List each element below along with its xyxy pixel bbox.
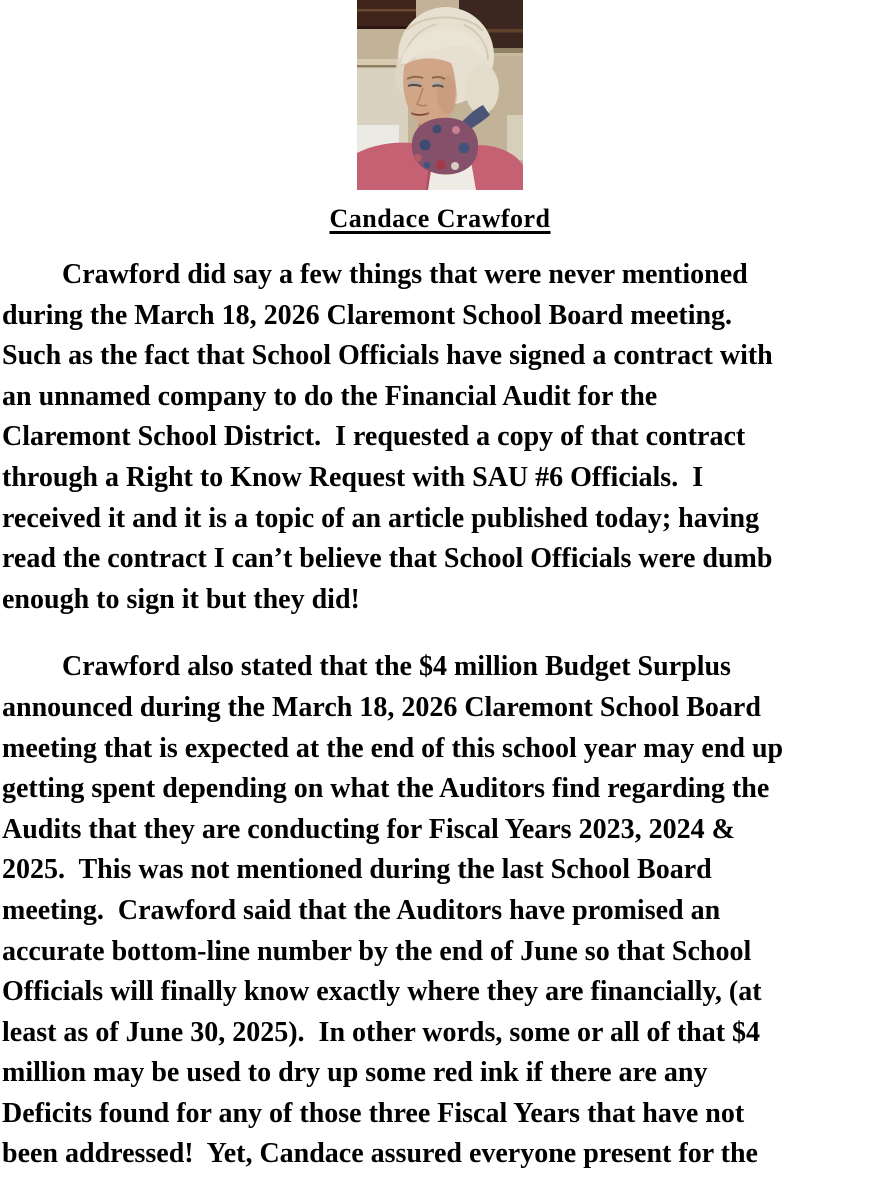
text-line: during the March 18, 2026 Claremont School Board meeting. [2,299,733,331]
text-line: through a Right to Know Request with SAU #6 Officials. I [2,461,704,493]
photo-figure [329,0,551,234]
text-line: Officials will finally know exactly where they are financially, (at [2,976,762,1008]
text-line: Deficits found for any of those three Fiscal Years that have not [2,1097,745,1129]
text-line: Claremont School District. I requested a copy of that contract [2,421,746,453]
text-line: read the contract I can’t believe that School Officials were dumb [2,543,773,575]
candace-crawford-photo [357,0,523,190]
text-line: meeting. Crawford said that the Auditors have promised an [2,894,721,926]
text-line: million may be used to dry up some red ink if there are any [2,1057,708,1089]
text-line: an unnamed company to do the Financial Audit for the [2,380,658,412]
photo-caption: Candace Crawford [329,204,551,233]
text-line: Crawford did say a few things that were never mentioned [62,259,748,290]
text-line: Crawford also stated that the $4 million Budget Surplus [62,651,731,683]
text-line: least as of June 30, 2025). In other words, some or all of that $4 [2,1016,761,1048]
text-line: meeting that is expected at the end of this school year may end up [2,732,784,764]
paragraph-1 [2,255,876,620]
text-line: received it and it is a topic of an article published today; having [2,502,760,534]
text-line: enough to sign it but they did! [2,583,360,615]
text-line: Such as the fact that School Officials have signed a contract with [2,340,773,372]
article-body [0,255,880,1175]
text-line: announced during the March 18, 2026 Claremont School Board [2,691,761,723]
text-line: accurate bottom-line number by the end of June so that School [2,935,752,967]
paragraph-2 [2,647,876,1175]
text-line: Audits that they are conducting for Fiscal Years 2023, 2024 & [2,813,735,845]
text-line: getting spent depending on what the Auditors find regarding the [2,773,770,805]
text-line: 2025. This was not mentioned during the last School Board [2,854,712,886]
text-line: been addressed! Yet, Candace assured everyone present for the [2,1138,758,1170]
